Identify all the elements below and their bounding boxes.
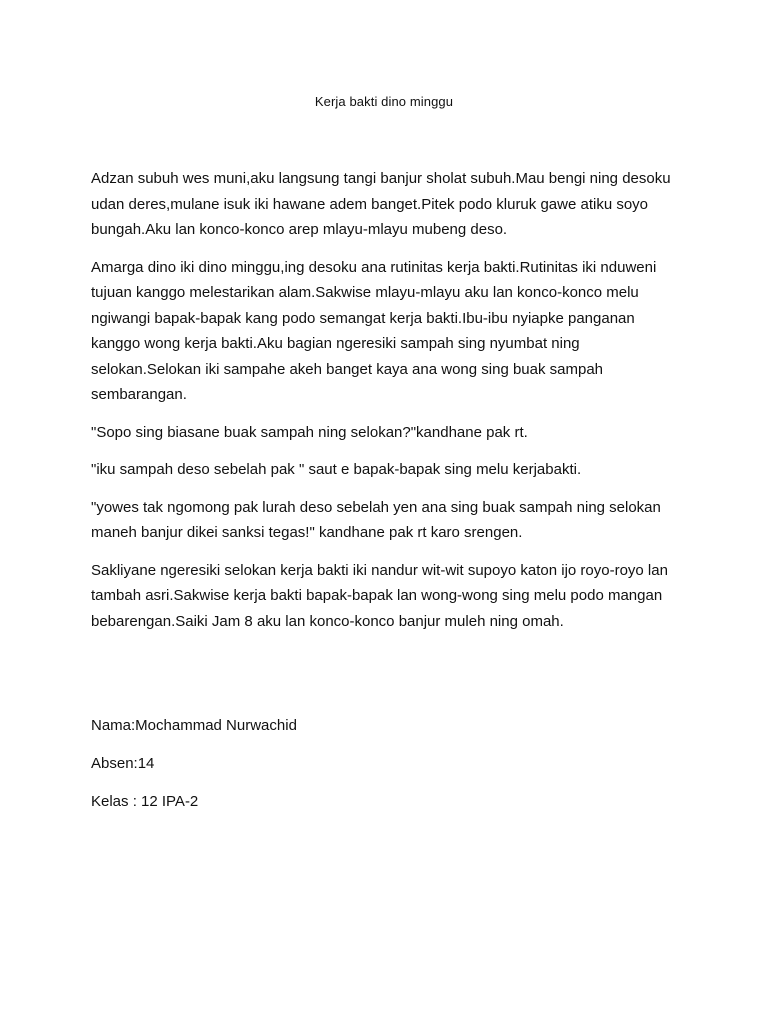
paragraph: Amarga dino iki dino minggu,ing desoku ana rutinitas kerja bakti.Rutinitas iki nduweni tujuan kanggo melestarikan alam.Sakwise mlayu-mlayu aku lan konco-konco melu ngiwangi bapak-bapak kang podo semangat kerja bakti.Ibu-ibu nyiapke panganan kanggo wong kerja bakti.Aku bagian ngeresiki sampah sing nyumbat ning selokan.Selokan iki sampahe akeh banget kaya ana wong sing buak sampah sembarangan. [91,258,657,403]
paragraph: "iku sampah deso sebelah pak " saut e bapak-bapak sing melu kerjabakti. [91,461,582,478]
paragraph: Sakliyane ngeresiki selokan kerja bakti iki nandur wit-wit supoyo katon ijo royo-royo lan tambah asri.Sakwise kerja bakti bapak-bapak lan wong-wong sing melu podo mangan bebarengan.Saiki Jam 8 aku lan konco-konco banjur muleh ning omah. [91,561,668,630]
paragraph: "yowes tak ngomong pak lurah deso sebelah yen ana sing buak sampah ning selokan maneh banjur dikei sanksi tegas!" kandhane pak rt karo srengen. [91,498,661,541]
document-body [91,166,681,646]
student-class: Kelas : 12 IPA-2 [91,793,199,810]
signature-block [91,713,681,827]
document-title: Kerja bakti dino minggu [314,94,454,109]
student-name: Nama:Mochammad Nurwachid [91,717,297,734]
student-absen: Absen:14 [91,755,155,772]
paragraph: Adzan subuh wes muni,aku langsung tangi banjur sholat subuh.Mau bengi ning desoku udan deres,mulane isuk iki hawane adem banget.Pitek podo kluruk gawe atiku soyo bungah.Aku lan konco-konco arep mlayu-mlayu mubeng deso. [91,170,671,238]
paragraph: "Sopo sing biasane buak sampah ning selokan?"kandhane pak rt. [91,423,528,441]
